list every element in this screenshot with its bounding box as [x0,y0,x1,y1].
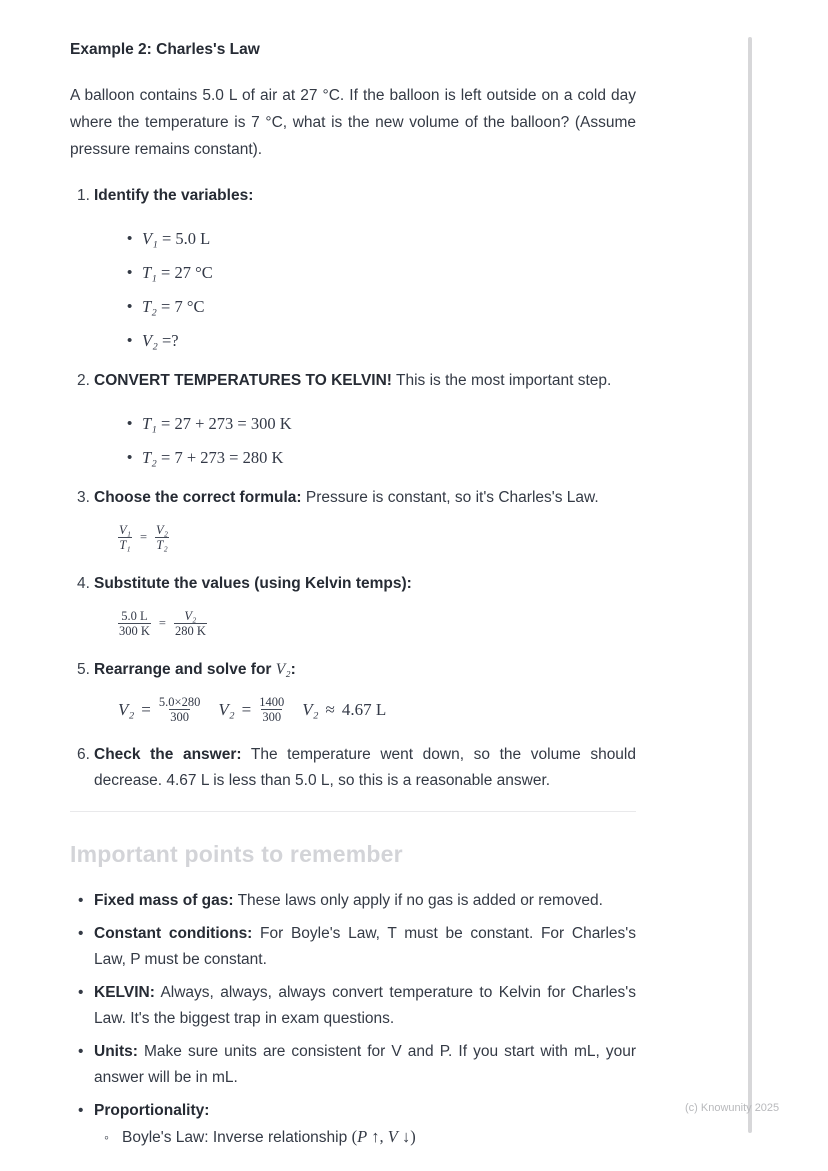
step-heading: Substitute the values (using Kelvin temps): [94,574,412,592]
fraction: $\frac{5.0\times 280}{300}$ [158,694,201,724]
fraction: $\frac{\text{V₁}}{\text{T₁}}$ [119,523,131,553]
fraction: $\frac{\text{V₂}}{\text{T₂}}$ [156,523,169,553]
step-heading-variable: V₂ [275,660,291,678]
step-heading: Choose the correct formula: [94,489,302,506]
point-lead: Proportionality: [94,1102,210,1120]
substituted-formula [118,609,636,639]
document-page [70,0,636,1158]
point-lead: KELVIN: [94,984,155,1002]
point-lead: Constant conditions: [94,925,253,943]
step-heading: Identify the variables: [94,187,254,204]
step-text: This is the most important step. [396,372,612,389]
up-arrow-glyph: ↑, [367,1127,388,1147]
sub-point-item: ◦ Boyle's Law: Inverse relationship (P ↑, V ↓) [94,1124,636,1151]
point-lead: Fixed mass of gas: [94,892,234,910]
step-number: 4. [77,574,90,592]
step-item-5: 5. Rearrange and solve for V₂: V₂ = $\frac{5.0\times 280}{300}$ V₂ = $\frac{1400}{300}$ V₂ ≈ 4.67 L [70,659,636,731]
step-number: 2. [77,372,90,389]
fraction: $\frac{\text{V₂}}{280 K}$ [174,608,206,639]
point-text: For Boyle's Law, T must be constant. For Charles's Law, P must be constant. [94,925,636,969]
step-heading: Rearrange and solve for [94,660,272,678]
step-item-1 [70,185,636,358]
charles-law-formula [118,523,636,553]
equals-sign: = [158,616,166,631]
math-bullet: • T₁ = 27 + 273 = 300 K [94,407,636,441]
step-number: 3. [77,489,90,506]
section-divider [70,811,636,812]
step-heading: Check the answer: [94,746,242,764]
point-item [70,1039,636,1091]
page-title: Example 2: Charles's Law [70,41,260,58]
step-text: Pressure is constant, so it's Charles's Law. [305,489,599,506]
variable-list [94,222,636,358]
math-bullet: • T₁ = 27 °C [94,256,636,290]
step-number: 1. [77,187,90,204]
fraction: $\frac{1400}{300}$ [259,694,285,724]
point-lead: Units: [94,1043,138,1061]
math-bullet: • V₂ =? [94,324,636,358]
scrollbar-thumb[interactable] [748,37,752,1133]
point-text: These laws only apply if no gas is added or removed. [237,892,603,910]
math-bullet: • T₂ = 7 °C [94,290,636,324]
equals-sign: = [139,530,148,545]
steps-list [70,185,636,794]
watermark: (c) Knowunity 2025 [685,1102,780,1114]
step-text: The temperature went down, so the volume should decrease. 4.67 L is less than 5.0 L, so this is a reasonable answer. [94,746,636,790]
step-number: 5. [77,660,90,678]
step-heading: CONVERT TEMPERATURES TO KELVIN! [94,372,392,389]
intro-paragraph: A balloon contains 5.0 L of air at 27 °C. If the balloon is left outside on a cold day where the temperature is 7 °C, what is the new volume of the balloon? (Assume pressure remains constant). [70,87,636,158]
step-number: 6. [77,746,90,764]
math-bullet: • T₂ = 7 + 273 = 280 K [94,441,636,475]
point-text: Always, always, always convert temperature to Kelvin for Charles's Law. It's the biggest trap in exam questions. [94,984,637,1028]
step-item-3 [70,487,636,561]
step-item-4 [70,573,636,647]
fraction: $\frac{5.0 L}{300 K}$ [119,608,150,639]
point-item [70,888,636,914]
important-points-list [70,888,636,1151]
sub-point-text: Boyle's Law: Inverse relationship [122,1129,352,1147]
conversion-list [94,407,636,475]
math-variable: V [387,1127,398,1147]
math-variable: P [357,1127,368,1147]
point-item [70,921,636,973]
step-item-6 [70,742,636,794]
solve-equation: V₂ = $\frac{5.0\times 280}{300}$ V₂ = $\frac{1400}{300}$ V₂ ≈ 4.67 L [118,694,387,724]
math-bullet: • V₁ = 5.0 L [94,222,636,256]
step-item-2 [70,370,636,475]
point-text: Make sure units are consistent for V and P. If you start with mL, your answer will be in mL. [94,1043,636,1087]
section-heading: Important points to remember [70,841,403,868]
down-arrow-glyph: ↓) [397,1127,416,1147]
point-item [70,1098,636,1151]
point-item [70,980,636,1032]
